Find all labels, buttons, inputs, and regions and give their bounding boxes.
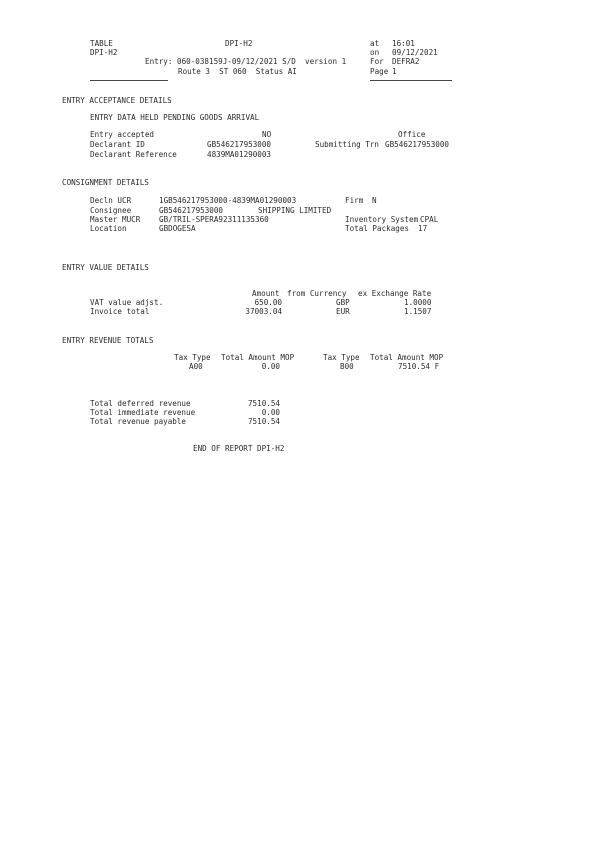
revenue-col-amount2: Total Amount MOP [370,353,444,362]
acceptance-heading: ENTRY ACCEPTANCE DETAILS [62,96,172,105]
header-rule-right [370,80,452,81]
for-label: For [370,57,384,66]
revenue-row-amount: 0.00 [261,362,280,371]
value-row-amount: 650.00 [254,298,282,307]
revenue-total-value: 7510.54 [247,399,280,408]
consignment-row-label: Decln UCR [90,196,132,205]
acceptance-row-mid: NO [262,130,272,139]
consignment-row-label: Consignee [90,206,132,215]
revenue-total-value: 7510.54 [247,417,280,426]
acceptance-row-label: Declarant ID [90,140,145,149]
revenue-col-amount: Total Amount MOP [221,353,295,362]
value-row-label: Invoice total [90,307,150,316]
consignment-row-value: GB/TRIL-SPERA92311135360 [159,215,269,224]
value-row-label: VAT value adjst. [90,298,164,307]
consignment-row-value2: SHIPPING LIMITED [258,206,332,215]
date-label: on [370,48,380,57]
consignment-row-right-label: Total Packages [345,224,410,233]
consignment-row-right-value: 17 [418,224,428,233]
page-label: Page [370,67,389,76]
acceptance-row-value: 4839MA01290003 [207,150,272,159]
acceptance-row-value: GB546217953000 [207,140,272,149]
page-value: 1 [392,67,397,76]
revenue-total-label: Total deferred revenue [90,399,191,408]
value-row-rate: 1.1507 [404,307,432,316]
consignment-row-value: 1GB546217953000-4839MA01290003 [159,196,297,205]
acceptance-row-label: Entry accepted [90,130,155,139]
end-of-report: END OF REPORT DPI-H2 [193,444,285,453]
revenue-heading: ENTRY REVENUE TOTALS [62,336,154,345]
consignment-row-value: GB546217953000 [159,206,224,215]
entry-line: Entry: 060-038159J-09/12/2021 S/D version 1 [145,57,347,66]
consignment-row-right-label: Inventory System [345,215,419,224]
time-value: 16:01 [392,39,415,48]
acceptance-row-right-value: GB546217953000 [385,140,450,149]
value-row-rate: 1.0000 [404,298,432,307]
report-code: DPI-H2 [90,48,118,57]
header-title-label: TABLE [90,39,113,48]
for-value: DEFRA2 [392,57,420,66]
value-row-currency: EUR [336,307,350,316]
value-heading: ENTRY VALUE DETAILS [62,263,149,272]
consignment-row-right-value: CPAL [420,215,439,224]
acceptance-row-label: Declarant Reference [90,150,177,159]
consignment-heading: CONSIGNMENT DETAILS [62,178,149,187]
header-title-ref: DPI-H2 [225,39,253,48]
acceptance-row-right-label: Submitting Trn [315,140,380,149]
revenue-row-tax-type2: B00 [340,362,354,371]
value-row-currency: GBP [336,298,350,307]
acceptance-row-right-value: Office [398,130,426,139]
time-label: at [370,39,380,48]
revenue-col-tax-type: Tax Type [174,353,211,362]
consignment-row-value: GBDOGESA [159,224,196,233]
value-col-rate: ex Exchange Rate [358,289,432,298]
value-col-currency: from Currency [287,289,347,298]
date-value: 09/12/2021 [392,48,438,57]
revenue-row-tax-type: A00 [189,362,203,371]
revenue-col-tax-type2: Tax Type [323,353,360,362]
revenue-row-amount2: 7510.54 F [398,362,440,371]
value-col-amount: Amount [252,289,280,298]
consignment-row-right-label: Firm [345,196,364,205]
consignment-row-label: Master MUCR [90,215,141,224]
acceptance-subheading: ENTRY DATA HELD PENDING GOODS ARRIVAL [90,113,260,122]
revenue-total-label: Total revenue payable [90,417,187,426]
value-row-amount: 37003.04 [245,307,282,316]
revenue-total-label: Total immediate revenue [90,408,196,417]
revenue-total-value: 0.00 [261,408,280,417]
consignment-row-right-value: N [372,196,377,205]
consignment-row-label: Location [90,224,127,233]
route-line: Route 3 ST 060 Status AI [178,67,297,76]
header-rule-left [90,80,168,81]
